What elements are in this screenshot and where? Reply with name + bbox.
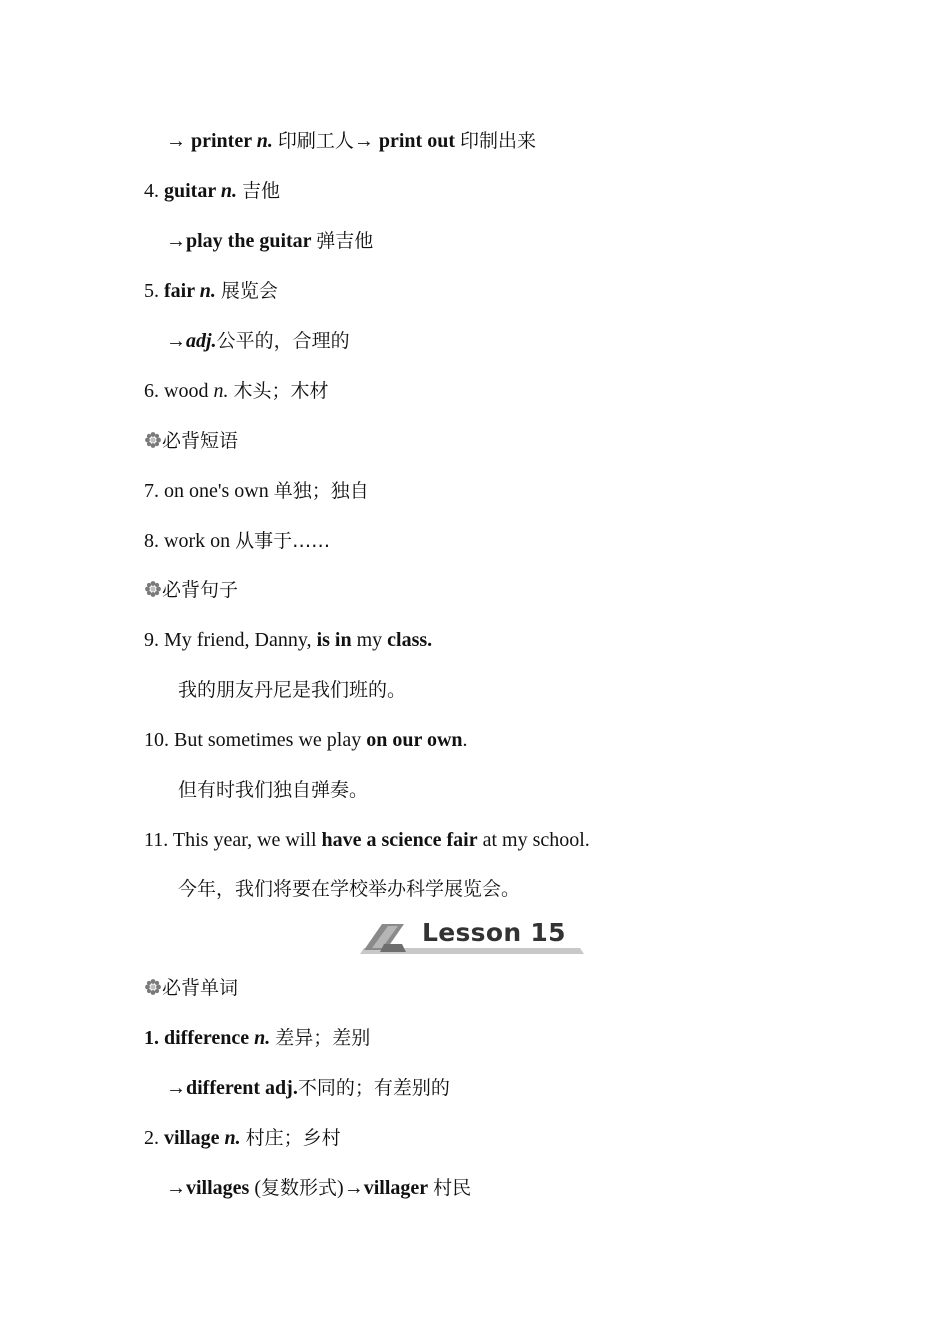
text-run: different adj.: [186, 1077, 298, 1099]
entry-different-adj: [166, 1075, 450, 1101]
entry-wood: [144, 378, 328, 404]
sentence-10: [144, 727, 468, 753]
lesson-banner: [358, 914, 586, 958]
entry-work-on: [144, 528, 330, 554]
text-run: difference: [164, 1027, 255, 1049]
text-run: 吉他: [241, 180, 280, 202]
text-run: 我的朋友丹尼是我们班的。: [178, 679, 407, 701]
item-number: 5.: [144, 280, 164, 302]
text-run: villager: [363, 1177, 429, 1199]
flower-bullet-icon: [144, 977, 162, 995]
flower-bullet-icon: [144, 579, 162, 597]
text-run: 必背句子: [162, 579, 239, 601]
item-number: 9.: [144, 629, 164, 651]
text-run: 必背单词: [162, 977, 239, 999]
sentence-11: [144, 827, 590, 853]
sentence-9-translation: [178, 677, 406, 703]
item-number: 4.: [144, 180, 164, 202]
text-run: have a science fair: [321, 829, 478, 851]
text-run: villages: [186, 1177, 250, 1199]
text-run: 从事于……: [235, 530, 331, 552]
item-number: 7.: [144, 480, 164, 502]
text-run: 展览会: [220, 280, 278, 302]
entry-villager: [166, 1175, 471, 1201]
text-run: This year, we will: [172, 829, 322, 851]
text-run: .: [462, 729, 468, 751]
text-run: My friend, Danny,: [164, 629, 317, 651]
text-run: n.: [213, 380, 229, 402]
entry-printer-derivatives: [166, 128, 536, 154]
text-run: n.: [256, 130, 273, 152]
text-run: printer: [191, 130, 257, 152]
text-run: →: [166, 130, 191, 152]
text-run: on one's own: [164, 480, 269, 502]
entry-difference: [144, 1025, 370, 1051]
text-run: 今年，我们将要在学校举办科学展览会。: [178, 878, 521, 900]
section-heading-words: [144, 975, 238, 1001]
text-run: 印制出来: [460, 130, 537, 152]
text-run: 复数形式: [261, 1177, 338, 1199]
entry-on-ones-own: [144, 478, 369, 504]
text-run: play the guitar: [186, 230, 317, 252]
text-run: →: [166, 1177, 186, 1199]
entry-guitar: [144, 178, 280, 204]
text-run: 木头；木材: [233, 380, 329, 402]
text-run: 村民: [433, 1177, 472, 1199]
text-run: 但有时我们独自弹奏。: [178, 779, 369, 801]
entry-guitar-phrase: [166, 228, 373, 254]
item-number: 11.: [144, 829, 173, 851]
lesson-title: Lesson 15: [422, 918, 566, 947]
text-run: work on: [164, 530, 231, 552]
text-run: class.: [387, 629, 433, 651]
text-run: n.: [220, 180, 237, 202]
text-run: 单独；独自: [273, 480, 369, 502]
item-number: 8.: [144, 530, 164, 552]
text-run: print out: [378, 130, 455, 152]
text-run: on our own: [366, 729, 463, 751]
text-run: But sometimes we play: [174, 729, 367, 751]
sentence-11-translation: [178, 876, 520, 902]
text-run: at my school.: [477, 829, 590, 851]
section-heading-phrases: [144, 428, 238, 454]
text-run: 公平的，合理的: [216, 330, 350, 352]
text-run: →: [166, 1077, 186, 1099]
text-run: n.: [224, 1127, 241, 1149]
item-number: 10.: [144, 729, 174, 751]
text-run: →: [166, 330, 186, 352]
text-run: (: [249, 1177, 262, 1199]
text-run: →: [353, 130, 379, 152]
text-run: n.: [254, 1027, 271, 1049]
entry-fair-adj: [166, 328, 350, 354]
entry-fair: [144, 278, 278, 304]
text-run: adj.: [186, 330, 217, 352]
text-run: my: [351, 629, 388, 651]
item-number: 6.: [144, 380, 164, 402]
text-run: n.: [199, 280, 216, 302]
item-number: 2.: [144, 1127, 164, 1149]
flower-bullet-icon: [144, 430, 162, 448]
text-run: 弹吉他: [316, 230, 374, 252]
text-run: )→: [337, 1177, 364, 1199]
text-run: 印刷工人: [277, 130, 354, 152]
sentence-9: [144, 627, 432, 653]
text-run: fair: [164, 280, 200, 302]
text-run: 必背短语: [162, 430, 239, 452]
text-run: is in: [316, 629, 352, 651]
sentence-10-translation: [178, 777, 368, 803]
text-run: village: [164, 1127, 225, 1149]
text-run: 差异；差别: [275, 1027, 371, 1049]
text-run: 不同的；有差别的: [297, 1077, 450, 1099]
text-run: guitar: [164, 180, 221, 202]
section-heading-sentences: [144, 577, 238, 603]
item-number: 1.: [144, 1027, 164, 1049]
text-run: 村庄；乡村: [245, 1127, 341, 1149]
text-run: →: [166, 230, 186, 252]
entry-village: [144, 1125, 341, 1151]
text-run: wood: [164, 380, 214, 402]
